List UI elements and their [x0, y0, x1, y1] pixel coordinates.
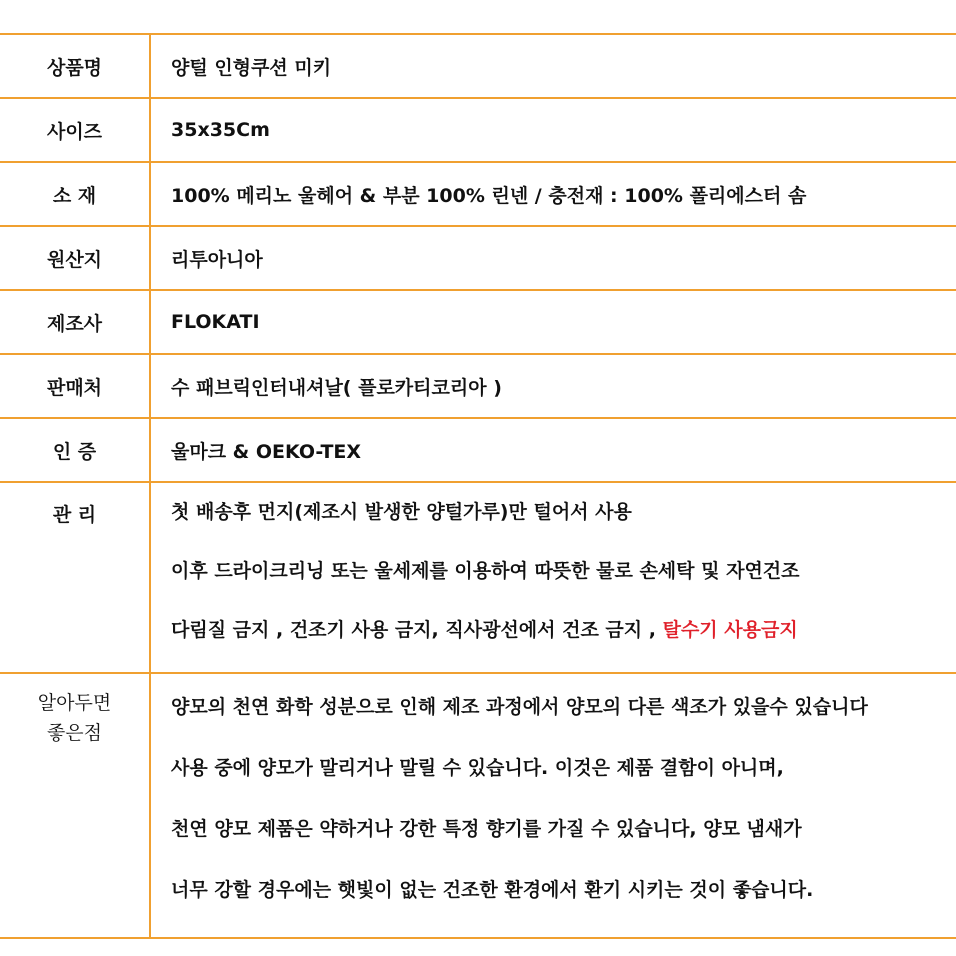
note-line: 사용 중에 양모가 말리거나 말릴 수 있습니다. 이것은 제품 결함이 아니며, [171, 757, 784, 779]
care-line: 이후 드라이크리닝 또는 울세제를 이용하여 따뜻한 물로 손세탁 및 자연건조 [171, 560, 800, 582]
note-line: 너무 강할 경우에는 햇빛이 없는 건조한 환경에서 환기 시키는 것이 좋습니다. [171, 879, 814, 901]
spec-row-origin [0, 227, 956, 291]
note-line: 양모의 천연 화학 성분으로 인해 제조 과정에서 양모의 다른 색조가 있을수 있습니다 [171, 696, 868, 718]
care-instructions [151, 483, 956, 672]
spec-row-notes [0, 674, 956, 939]
spec-value: 100% 메리노 울헤어 & 부분 100% 린넨 / 충전재 : 100% 폴리에스터 솜 [171, 184, 807, 207]
spec-value: FLOKATI [171, 311, 260, 333]
spin-dryer-warning: 탈수기 사용금지 [662, 619, 798, 641]
spec-value: 35x35Cm [171, 119, 270, 141]
spec-label: 인 증 [0, 419, 151, 481]
care-line-text: 다림질 금지 , 건조기 사용 금지, 직사광선에서 건조 금지 , [171, 619, 663, 641]
spec-row-material [0, 163, 956, 227]
spec-label: 상품명 [0, 35, 151, 97]
spec-label: 알아두면 좋은점 [0, 674, 151, 937]
spec-row-product-name [0, 35, 956, 99]
spec-label: 원산지 [0, 227, 151, 289]
spec-label: 소 재 [0, 163, 151, 225]
spec-value: 울마크 & OEKO-TEX [171, 440, 362, 463]
note-line: 천연 양모 제품은 약하거나 강한 특정 향기를 가질 수 있습니다, 양모 냄새가 [171, 818, 802, 840]
spec-row-care [0, 483, 956, 674]
notes-text [151, 674, 956, 937]
spec-label: 판매처 [0, 355, 151, 417]
spec-value: 양털 인형쿠션 미키 [171, 56, 332, 79]
spec-row-size [0, 99, 956, 163]
spec-row-seller [0, 355, 956, 419]
spec-value: 수 패브릭인터내셔날( 플로카티코리아 ) [171, 376, 502, 399]
care-line-warning [171, 601, 798, 660]
spec-row-manufacturer [0, 291, 956, 355]
care-line: 첫 배송후 먼지(제조시 발생한 양털가루)만 털어서 사용 [171, 501, 632, 523]
product-spec-table [0, 33, 956, 939]
spec-label: 관 리 [0, 483, 151, 672]
spec-label: 사이즈 [0, 99, 151, 161]
spec-row-certification [0, 419, 956, 483]
spec-value: 리투아니아 [171, 248, 263, 271]
spec-label: 제조사 [0, 291, 151, 353]
